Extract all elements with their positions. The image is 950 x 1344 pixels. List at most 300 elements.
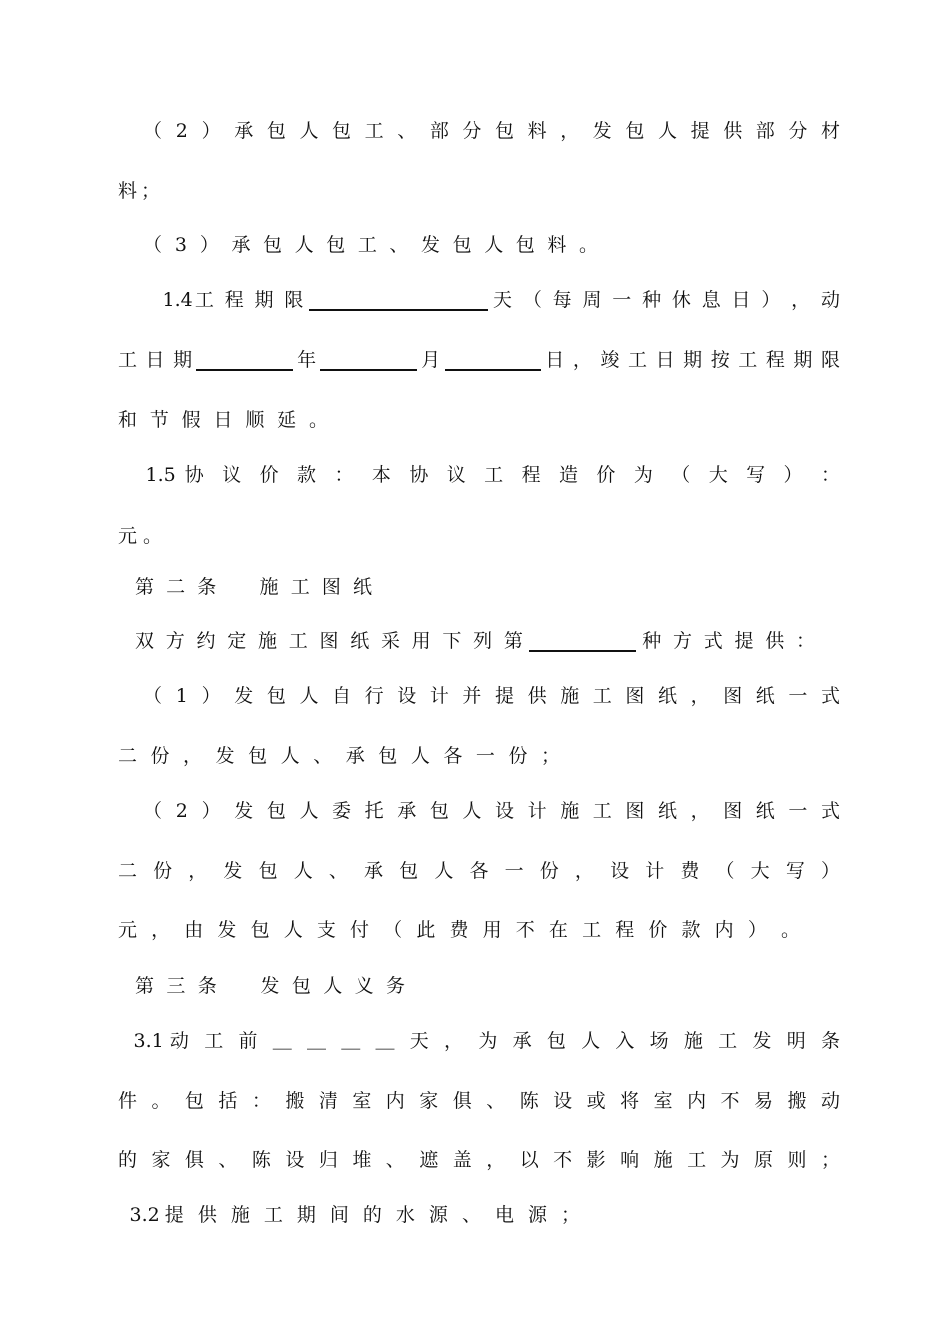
glyph: 为 [633,464,653,486]
glyph: 纸 [350,630,370,652]
glyph: 费 [449,919,469,941]
glyph: ， [574,860,594,882]
glyph: 搬 [787,1090,807,1112]
text-line [0,176,950,206]
glyph: ； [140,180,161,202]
glyph: 陈 [251,1149,271,1171]
glyph: 2 [175,800,188,822]
glyph: 用 [411,630,431,652]
glyph: 电 [494,1204,514,1226]
glyph: 、 [389,234,409,256]
glyph: （ [383,919,403,941]
glyph: 人 [658,120,678,142]
glyph: 每 [552,289,572,311]
glyph: 一 [612,289,632,311]
glyph: 分 [788,120,808,142]
glyph: 写 [746,464,766,486]
glyph: 协 [184,464,204,486]
glyph: 件 [117,1090,138,1112]
glyph: 设 [397,685,417,707]
text-line [0,116,950,146]
glyph: 托 [364,800,384,822]
glyph: 条 [197,576,217,598]
text-line [0,285,950,315]
glyph: 的 [362,1204,382,1226]
glyph: 施 [683,1030,703,1052]
glyph: 本 [371,464,391,486]
glyph: 供 [197,1204,217,1226]
glyph: 工 [718,1030,738,1052]
text-line [0,626,950,656]
glyph: 工 [204,1030,224,1052]
glyph: 响 [620,1149,640,1171]
glyph: 包 [258,860,278,882]
glyph: 价 [259,464,279,486]
glyph: ， [791,289,811,311]
glyph: 包 [326,234,346,256]
glyph: 人 [293,860,313,882]
glyph: ： [334,464,354,486]
glyph: ＿ [272,1030,292,1052]
glyph: 各 [443,745,463,767]
glyph: 日 [655,349,675,371]
glyph: 、 [385,1149,405,1171]
glyph: 延 [277,409,297,431]
glyph: 水 [395,1204,415,1226]
glyph: 日 [731,289,751,311]
glyph: 发 [215,745,235,767]
glyph: 施 [230,1204,250,1226]
glyph: 施 [560,685,580,707]
glyph: 种 [642,630,662,652]
glyph: 承 [231,234,251,256]
glyph: 人 [410,745,430,767]
glyph: 三 [166,975,186,997]
glyph: 纸 [658,685,678,707]
glyph: 条 [820,1030,841,1052]
glyph: 发 [234,685,254,707]
glyph: 发 [260,975,280,997]
glyph: 、 [313,745,333,767]
glyph: 付 [350,919,370,941]
glyph: ， [183,745,203,767]
glyph: 间 [329,1204,349,1226]
text-line [0,1145,950,1175]
glyph: 2 [175,120,188,142]
glyph: 家 [151,1149,171,1171]
text-line [0,681,950,711]
glyph: 设 [495,800,515,822]
glyph: 发 [234,800,254,822]
glyph: 约 [196,630,216,652]
glyph: 发 [421,234,441,256]
glyph: 供 [723,120,743,142]
glyph: （ [671,464,691,486]
glyph: 第 [503,630,523,652]
glyph: 包 [429,800,449,822]
glyph: 家 [419,1090,439,1112]
glyph: 议 [222,464,242,486]
glyph: 由 [184,919,204,941]
glyph: 提 [495,685,515,707]
glyph: 天 [493,289,513,311]
glyph: 包 [291,975,311,997]
glyph: 竣 [600,349,620,371]
glyph: ， [444,1030,464,1052]
glyph: 包 [399,860,419,882]
glyph: 前 [238,1030,258,1052]
glyph: 人 [581,1030,601,1052]
text-line [0,521,950,551]
glyph: 份 [539,860,559,882]
glyph: 室 [653,1090,673,1112]
glyph: 各 [469,860,489,882]
glyph: 计 [645,860,665,882]
glyph: 供 [765,630,785,652]
glyph: 场 [649,1030,669,1052]
glyph: ＿ [375,1030,395,1052]
glyph: 支 [316,919,336,941]
glyph: 人 [299,120,319,142]
glyph: 、 [397,120,417,142]
glyph: 计 [527,800,547,822]
glyph: 工 [484,464,504,486]
glyph: 方 [673,630,693,652]
glyph: 部 [755,120,775,142]
glyph: 条 [197,975,217,997]
glyph: 年 [297,349,317,371]
glyph: 人 [280,745,300,767]
glyph: 纸 [658,800,678,822]
glyph: 人 [323,975,343,997]
glyph: 包 [515,234,535,256]
glyph: 大 [708,464,728,486]
glyph: 种 [642,289,662,311]
glyph: 务 [385,975,406,997]
blank-underline [445,369,541,371]
glyph: 发 [752,1030,772,1052]
glyph: 工 [582,919,602,941]
glyph: 一 [504,860,524,882]
glyph: 费 [680,860,700,882]
glyph: 工 [194,289,214,311]
glyph: 并 [462,685,482,707]
glyph: ） [761,289,781,311]
glyph: 包 [263,234,283,256]
glyph: 施 [257,630,277,652]
glyph: ） [201,685,221,707]
glyph: 图 [625,685,645,707]
glyph: 包 [248,745,268,767]
glyph: 承 [397,800,417,822]
glyph: 第 [134,576,155,598]
glyph: 包 [452,234,472,256]
glyph: 纸 [352,576,373,598]
glyph: 承 [512,1030,532,1052]
glyph: 期 [683,349,703,371]
glyph: 工 [357,234,377,256]
glyph: 原 [754,1149,774,1171]
glyph: 包 [332,120,352,142]
glyph: 搬 [285,1090,305,1112]
glyph: 方 [165,630,185,652]
glyph: 施 [653,1149,673,1171]
section-heading [0,572,950,602]
glyph: 包 [495,120,515,142]
glyph: ： [795,630,816,652]
glyph: 工 [290,576,310,598]
glyph: ； [820,1149,841,1171]
glyph: 工 [364,120,384,142]
glyph: 清 [318,1090,338,1112]
glyph: 人 [294,234,314,256]
glyph: 协 [409,464,429,486]
glyph: （ [142,234,163,256]
glyph: 按 [710,349,730,371]
glyph: 源 [527,1204,547,1226]
glyph: 不 [515,919,535,941]
glyph: 一 [475,745,495,767]
glyph: 节 [149,409,169,431]
glyph: 明 [786,1030,806,1052]
glyph: 以 [519,1149,539,1171]
glyph: 款 [681,919,701,941]
glyph: 1.4 [162,289,193,311]
glyph: 在 [548,919,568,941]
glyph: 份 [508,745,528,767]
glyph: 式 [820,800,841,822]
glyph: 、 [461,1204,481,1226]
glyph: 提 [164,1204,184,1226]
glyph: 一 [788,685,808,707]
glyph: 行 [364,685,384,707]
text-line [0,796,950,826]
glyph: 图 [723,685,743,707]
glyph: 供 [527,685,547,707]
glyph: 程 [615,919,635,941]
glyph: 定 [227,630,247,652]
section-heading [0,971,950,1001]
glyph: 室 [352,1090,372,1112]
glyph: 提 [734,630,754,652]
glyph: 。 [142,525,163,547]
glyph: 发 [217,919,237,941]
glyph: 和 [117,409,138,431]
glyph: ＿ [306,1030,327,1052]
glyph: 俱 [452,1090,472,1112]
glyph: 括 [218,1090,238,1112]
glyph: 俱 [184,1149,204,1171]
glyph: 天 [409,1030,429,1052]
glyph: 包 [378,745,398,767]
glyph: ） [201,120,221,142]
glyph: 图 [625,800,645,822]
glyph: ＿ [341,1030,361,1052]
glyph: 包 [184,1090,204,1112]
glyph: ， [560,120,580,142]
glyph: 程 [521,464,541,486]
glyph: 人 [299,685,319,707]
glyph: 部 [429,120,449,142]
glyph: 造 [559,464,579,486]
glyph: ， [572,349,592,371]
glyph: 源 [428,1204,448,1226]
text-line [0,230,950,260]
glyph: 施 [259,576,279,598]
glyph: ； [560,1204,581,1226]
glyph: 程 [224,289,244,311]
glyph: 。 [308,409,329,431]
glyph: 动 [169,1030,189,1052]
glyph: （ [715,860,735,882]
glyph: 、 [328,860,348,882]
glyph: （ [522,289,542,311]
glyph: 委 [332,800,352,822]
glyph: 承 [345,745,365,767]
glyph: 一 [788,800,808,822]
glyph: 包 [266,800,286,822]
glyph: 二 [117,745,138,767]
glyph: 计 [429,685,449,707]
text-line [0,1026,950,1056]
glyph: 人 [283,919,303,941]
glyph: 入 [615,1030,635,1052]
glyph: 用 [482,919,502,941]
glyph: 周 [582,289,602,311]
glyph: 发 [223,860,243,882]
glyph: ： [820,464,841,486]
glyph: 料 [547,234,567,256]
glyph: 工 [738,349,758,371]
glyph: 下 [442,630,462,652]
blank-underline [196,369,292,371]
glyph: 的 [117,1149,138,1171]
glyph: 程 [765,349,785,371]
glyph: 、 [486,1090,506,1112]
glyph: 图 [321,576,341,598]
glyph: 设 [553,1090,573,1112]
glyph: 工 [687,1149,707,1171]
glyph: 包 [625,120,645,142]
glyph: 假 [181,409,201,431]
glyph: 纸 [755,800,775,822]
glyph: 不 [553,1149,573,1171]
glyph: 顺 [245,409,265,431]
glyph: 动 [820,1090,841,1112]
glyph: 内 [714,919,734,941]
glyph: 3 [174,234,187,256]
glyph: 大 [750,860,770,882]
glyph: ） [201,800,221,822]
glyph: 承 [364,860,384,882]
glyph: 设 [610,860,630,882]
glyph: 日 [213,409,233,431]
glyph: 份 [153,860,173,882]
blank-underline [320,369,416,371]
glyph: 动 [820,289,841,311]
text-line [0,856,950,886]
glyph: 二 [117,860,138,882]
text-line [0,741,950,771]
glyph: 期 [296,1204,316,1226]
glyph: 则 [787,1149,807,1171]
glyph: 份 [150,745,170,767]
glyph: （ [142,685,163,707]
glyph: 人 [484,234,504,256]
glyph: 期 [173,349,193,371]
glyph: 工 [592,800,612,822]
glyph: 写 [785,860,805,882]
glyph: 将 [620,1090,640,1112]
glyph: 式 [820,685,841,707]
glyph: 期 [254,289,274,311]
glyph: 归 [318,1149,338,1171]
glyph: ） [199,234,219,256]
glyph: 议 [446,464,466,486]
glyph: 提 [690,120,710,142]
glyph: 包 [266,685,286,707]
glyph: 限 [284,289,304,311]
glyph: 人 [434,860,454,882]
text-line [0,1086,950,1116]
glyph: 元 [117,919,138,941]
glyph: ） [783,464,803,486]
glyph: 日 [145,349,165,371]
glyph: 月 [421,349,441,371]
glyph: 工 [263,1204,283,1226]
glyph: 1.5 [145,464,176,486]
glyph: 元 [117,525,138,547]
glyph: 工 [592,685,612,707]
glyph: ） [747,919,767,941]
glyph: 图 [319,630,339,652]
glyph: 承 [234,120,254,142]
glyph: 。 [578,234,599,256]
glyph: 堆 [352,1149,372,1171]
glyph: 此 [416,919,436,941]
glyph: 工 [628,349,648,371]
glyph: 或 [586,1090,606,1112]
glyph: ， [188,860,208,882]
text-line [0,405,950,435]
glyph: ： [251,1090,271,1112]
glyph: 内 [385,1090,405,1112]
text-line [0,1200,950,1230]
glyph: ， [690,685,710,707]
glyph: ； [540,745,561,767]
glyph: 义 [354,975,374,997]
glyph: 价 [596,464,616,486]
glyph: 款 [297,464,317,486]
glyph: 料 [527,120,547,142]
glyph: 盖 [452,1149,472,1171]
glyph: 第 [134,975,155,997]
glyph: 休 [671,289,691,311]
glyph: 双 [134,630,155,652]
glyph: 包 [266,120,286,142]
glyph: 发 [592,120,612,142]
text-line [0,345,950,375]
glyph: 工 [288,630,308,652]
glyph: 二 [166,576,186,598]
glyph: ， [151,919,171,941]
glyph: （ [142,800,163,822]
glyph: 图 [723,800,743,822]
glyph: 采 [380,630,400,652]
glyph: 不 [720,1090,740,1112]
glyph: 为 [478,1030,498,1052]
glyph: 内 [687,1090,707,1112]
